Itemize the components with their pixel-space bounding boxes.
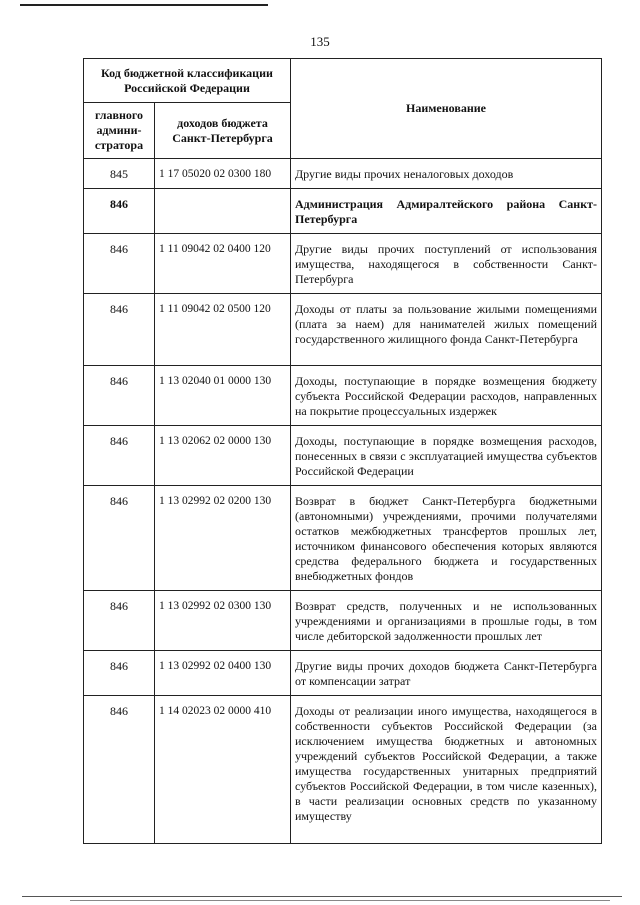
top-rule bbox=[20, 4, 268, 6]
table-row bbox=[84, 486, 602, 591]
header-name: Наименование bbox=[291, 59, 602, 159]
revenue-code: 1 11 09042 02 0500 120 bbox=[155, 294, 291, 366]
bottom-rule bbox=[70, 900, 610, 901]
revenue-code: 1 13 02062 02 0000 130 bbox=[155, 426, 291, 486]
table-header bbox=[84, 59, 602, 159]
revenue-code: 1 17 05020 02 0300 180 bbox=[155, 159, 291, 189]
admin-code: 846 bbox=[84, 651, 155, 696]
table-row bbox=[84, 696, 602, 844]
table-row bbox=[84, 234, 602, 294]
admin-code: 846 bbox=[84, 696, 155, 844]
revenue-code: 1 14 02023 02 0000 410 bbox=[155, 696, 291, 844]
row-name: Возврат средств, полученных и не использованных учреждениями и организациями в прошлые годы, в том числе дебиторской задолженности прошлых лет bbox=[291, 591, 602, 651]
budget-classification-table bbox=[83, 58, 602, 844]
header-admin: главного админи-стратора bbox=[84, 103, 155, 159]
header-revenue: доходов бюджета Санкт-Петербурга bbox=[155, 103, 291, 159]
admin-code: 846 bbox=[84, 189, 155, 234]
revenue-code: 1 13 02040 01 0000 130 bbox=[155, 366, 291, 426]
row-name: Доходы, поступающие в порядке возмещения расходов, понесенных в связи с эксплуатацией имущества субъектов Российской Федерации bbox=[291, 426, 602, 486]
admin-code: 846 bbox=[84, 234, 155, 294]
table-body bbox=[84, 159, 602, 844]
row-name: Возврат в бюджет Санкт-Петербурга бюджетными (автономными) учреждениями, прочими получателями остатков межбюджетных трансфертов прошлых лет, источником финансового обеспечения которых являются средства федерального бюджета и государственных внебюджетных фондов bbox=[291, 486, 602, 591]
table-row bbox=[84, 426, 602, 486]
table-row bbox=[84, 591, 602, 651]
revenue-code bbox=[155, 189, 291, 234]
row-name: Другие виды прочих поступлений от использования имущества, находящегося в собственности Санкт-Петербурга bbox=[291, 234, 602, 294]
row-name: Другие виды прочих доходов бюджета Санкт-Петербурга от компенсации затрат bbox=[291, 651, 602, 696]
revenue-code: 1 11 09042 02 0400 120 bbox=[155, 234, 291, 294]
revenue-code: 1 13 02992 02 0300 130 bbox=[155, 591, 291, 651]
admin-code: 846 bbox=[84, 591, 155, 651]
table-row bbox=[84, 159, 602, 189]
admin-code: 846 bbox=[84, 426, 155, 486]
header-group-title: Код бюджетной классификации Российской Федерации bbox=[84, 59, 291, 103]
admin-code: 846 bbox=[84, 486, 155, 591]
header-row-1 bbox=[84, 59, 602, 103]
row-name: Доходы, поступающие в порядке возмещения бюджету субъекта Российской Федерации расходов, направленных на покрытие процессуальных издержек bbox=[291, 366, 602, 426]
revenue-code: 1 13 02992 02 0200 130 bbox=[155, 486, 291, 591]
page-number: 135 bbox=[310, 34, 330, 49]
row-name: Другие виды прочих неналоговых доходов bbox=[291, 159, 602, 189]
bottom-rule bbox=[22, 896, 622, 897]
row-name: Доходы от реализации иного имущества, находящегося в собственности субъектов Российской Федерации (за исключением имущества бюджетных и автономных учреждений субъектов Российской Федерации, а также имущества государственных унитарных предприятий субъектов Российской Федерации, в том числе казенных), в части реализации основных средств по указанному имуществу bbox=[291, 696, 602, 844]
table-row bbox=[84, 651, 602, 696]
admin-code: 846 bbox=[84, 294, 155, 366]
table-row bbox=[84, 366, 602, 426]
row-name: Доходы от платы за пользование жилыми помещениями (плата за наем) для нанимателей жилых помещений государственного жилищного фонда Санкт-Петербурга bbox=[291, 294, 602, 366]
revenue-code: 1 13 02992 02 0400 130 bbox=[155, 651, 291, 696]
row-name: Администрация Адмиралтейского района Санкт-Петербурга bbox=[291, 189, 602, 234]
table-row bbox=[84, 294, 602, 366]
admin-code: 846 bbox=[84, 366, 155, 426]
admin-code: 845 bbox=[84, 159, 155, 189]
table-row bbox=[84, 189, 602, 234]
